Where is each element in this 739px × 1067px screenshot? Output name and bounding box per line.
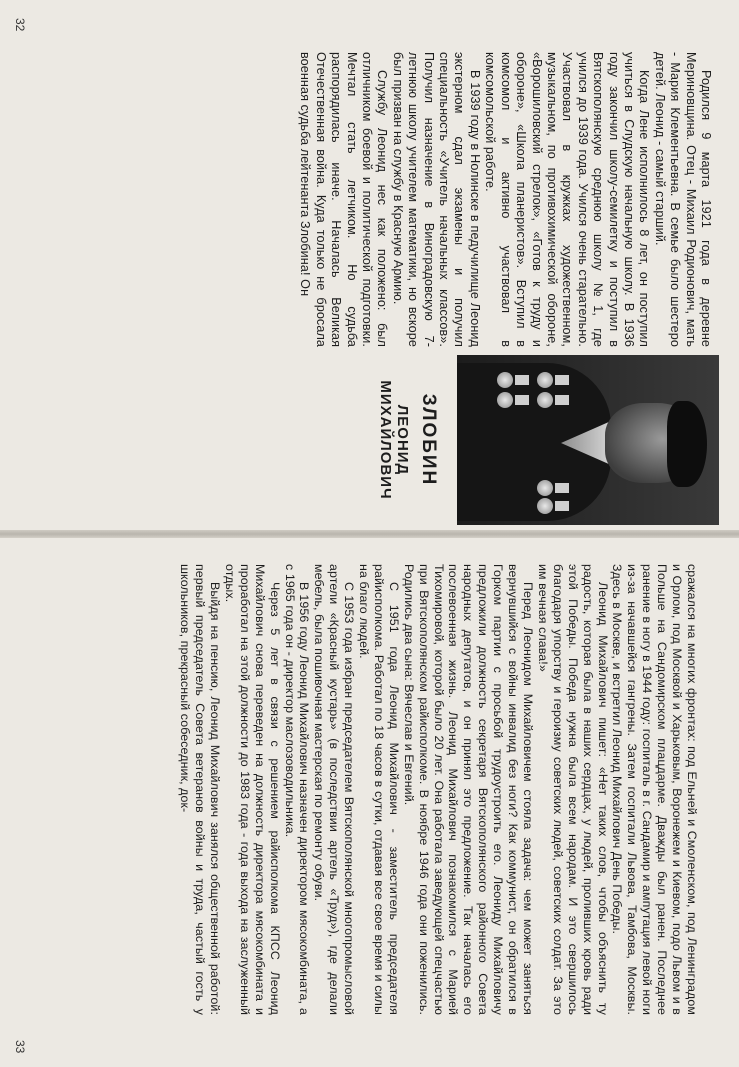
medal-ribbon [515, 395, 529, 405]
left-page [0, 0, 739, 533]
surname-heading: ЗЛОБИН [418, 393, 439, 487]
paragraph: С 1951 года Леонид Михайлович - заместитель председателя райисполкома. Работал по 18 часов в сутки, отдавая все свое время и силы на благо людей. [357, 564, 401, 1015]
heading-block [377, 355, 439, 525]
medal-icon [537, 372, 553, 388]
fullname-heading: ЛЕОНИД МИХАЙЛОВИЧ [377, 380, 411, 500]
medal-icon [537, 498, 553, 514]
page-number-left: 32 [13, 18, 27, 32]
right-page [0, 534, 739, 1067]
medal-ribbon [555, 483, 569, 493]
paragraph: Службу Леонид нес как положено: был отличником боевой и политической подготовки. Мечтал стать летчиком. Но судьба распорядилась иначе. Началась Великая Отечественная война. Куда только не бросала военная судьба лейтенанта Злобина! Он [298, 52, 390, 347]
portrait-photo [457, 355, 719, 525]
medal-icon [497, 372, 513, 388]
medal-icon [497, 392, 513, 408]
paragraph: Родился 9 марта 1921 года в деревне Мериновщина. Отец - Михаил Родионович, мать - Мария Клементьевна. В семье было шестеро детей. Леонид - самый старший. [652, 52, 713, 347]
paragraph: Когда Лене исполнилось 8 лет, он поступил учиться в Слудскую начальную школу. В 1936 году закончил школу-семилетку и поступил в Вятскополянскую среднюю школу №1, где учился до 1939 года. Учился очень старательно. Участвовал в кружках художественном, музыкальном, по противохимической обороне, «Ворошиловский стрелок», «Готов к труду и обороне», «Школа планеристов». Вступил в комсомол и активно участвовал в комсомольской работе. [483, 52, 652, 347]
paragraph: В 1956 году Леонид Михайлович назначен директором мясокомбината, а с 1965 года он - директор маслозоводильника. [282, 564, 312, 1015]
medal-icon [537, 392, 553, 408]
paragraph: В 1939 году в Нолинске в педучилище Леонид экстерном сдал экзамены и получил специальность «Учитель начальных классов». Получил назначение в Виноградовскую 7-летнюю школу учителем математики, но вскоре был призван на службу в Красную Армию. [390, 52, 482, 347]
paragraph: С 1953 года избран председателем Вятскополянской многопромысловой артели «Красный кустарь» (в последствии артель «Труд»), где делали мебель, была пошивочная мастерская по ремонту обуви. [312, 564, 357, 1015]
medal-ribbon [555, 395, 569, 405]
paragraph: сражался на многих фронтах: под Ельней и Смоленском, под Ленинградом и Орлом, под Москвой и Харьковым, Воронежем и Киевом, подо Львом и в Польше на Сандомирском плацдарме. Дважды был ранен. Последнее ранение в ногу в 1944 году: госпиталь в г. Сандамир и ампутация левой ноги из-за начавшейся гангрены. Затем госпитали Львова, Тамбова, Москвы. Здесь в Москве, и встретил Леонид Михайлович День Победы. [610, 564, 699, 1015]
paragraph: Перед Леонидом Михайловичем стояла задача: чем может заняться вернувшийся с войны инвалид без ноги? Как коммунист, он обратился в Горком партии с просьбой трудоустроить его. Леониду Михайловичу предложили должность секретаря Вятскополянского районного Совета народных депутатов, и он принял это предложение. Так началась его послевоенная жизнь. Леонид Михайлович познакомился с Марией Тихомировой, которой было 20 лет. Она работала заведующей спецчастью при Вятскополянском райисполкоме. В ноябре 1946 года они поженились. Родились два сына: Вячеслав и Евгений. [401, 564, 536, 1015]
medal-ribbon [555, 375, 569, 385]
left-body-text [297, 52, 713, 347]
page-number-right: 33 [13, 1040, 27, 1054]
paragraph: Через 5 лет в связи с решением райисполкома КПСС Леонид Михайлович снова переведен на должность директора мясокомбината и проработал на этой должности до 1983 года - года выхода на заслуженный отдых. [222, 564, 282, 1015]
medal-ribbon [515, 375, 529, 385]
paragraph: Выйдя на пенсию, Леонид Михайлович занялся общественной работой: первый председатель Совета ветеранов войны и труда, частый гость у школьников, прекрасный собеседник, док- [178, 564, 222, 1015]
paragraph: Леонид Михайлович пишет: «Нет таких слов, чтобы объяснить ту радость, которая была в наших сердцах, у людей, проливших кровь ради этой Победы. Победа нужна была всем народам. И это свершилось благодаря упорству и героизму советских людей, советских солдат. За это им вечная слава!» [535, 564, 610, 1015]
medal-ribbon [555, 501, 569, 511]
portrait-hair [667, 401, 707, 487]
medal-icon [537, 480, 553, 496]
